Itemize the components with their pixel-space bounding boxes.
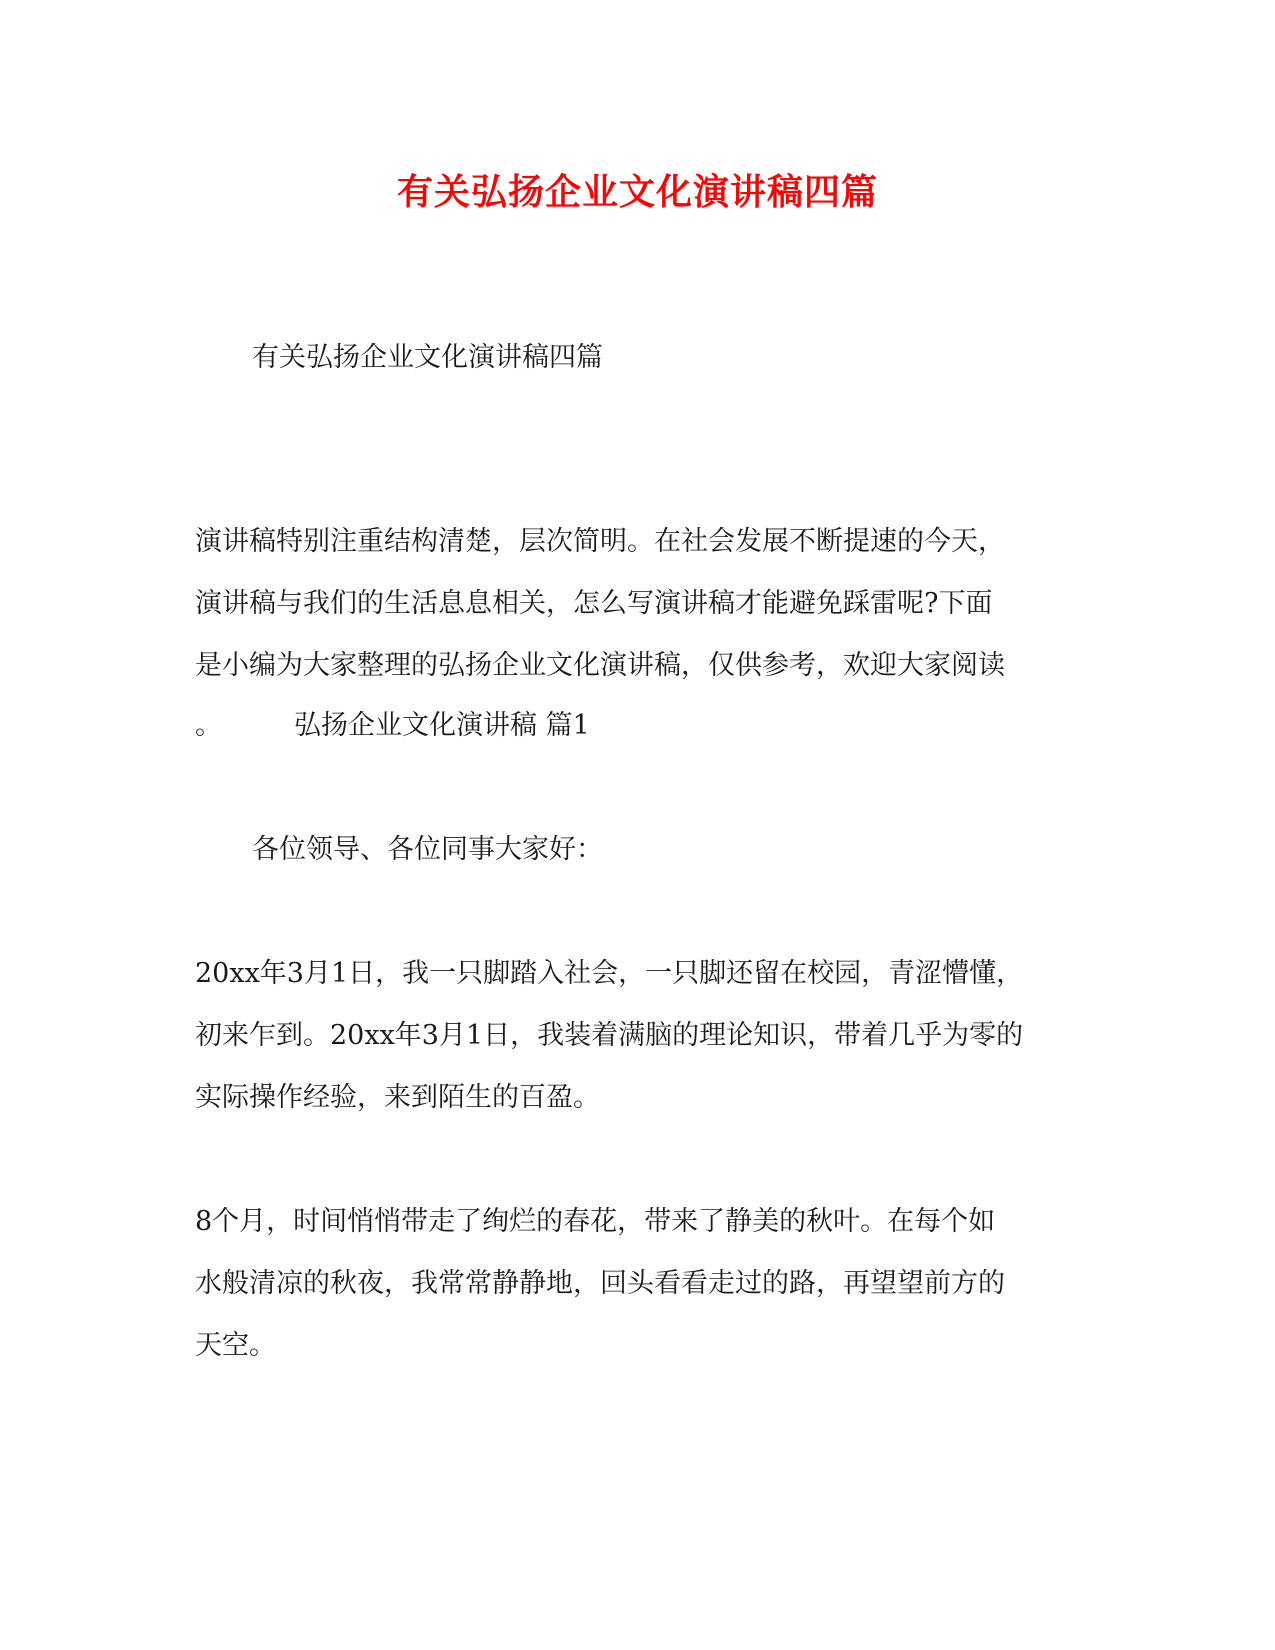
document-subtitle: 有关弘扬企业文化演讲稿四篇	[252, 342, 603, 373]
greeting: 各位领导、各位同事大家好：	[252, 834, 603, 865]
intro-line-3: 是小编为大家整理的弘扬企业文化演讲稿，仅供参考，欢迎大家阅读	[195, 650, 1005, 681]
document-title: 有关弘扬企业文化演讲稿四篇	[396, 171, 878, 213]
paragraph1-line-2: 初来乍到。20xx年3月1日，我装着满脑的理论知识，带着几乎为零的	[195, 1020, 1024, 1051]
intro-line-4	[195, 706, 590, 746]
intro-end-punctuation: 。	[195, 710, 222, 741]
intro-line-2: 演讲稿与我们的生活息息相关，怎么写演讲稿才能避免踩雷呢?下面	[195, 588, 993, 619]
intro-line-1: 演讲稿特别注重结构清楚，层次简明。在社会发展不断提速的今天，	[195, 526, 1005, 557]
section-heading: 弘扬企业文化演讲稿 篇1	[294, 710, 590, 741]
paragraph2-line-2: 水般清凉的秋夜，我常常静静地，回头看看走过的路，再望望前方的	[195, 1268, 1005, 1299]
paragraph1-line-1: 20xx年3月1日，我一只脚踏入社会，一只脚还留在校园，青涩懵懂，	[195, 958, 1024, 989]
paragraph2-line-1: 8个月，时间悄悄带走了绚烂的春花，带来了静美的秋叶。在每个如	[195, 1206, 996, 1237]
paragraph2-line-3: 天空。	[195, 1330, 276, 1361]
paragraph1-line-3: 实际操作经验，来到陌生的百盈。	[195, 1082, 600, 1113]
